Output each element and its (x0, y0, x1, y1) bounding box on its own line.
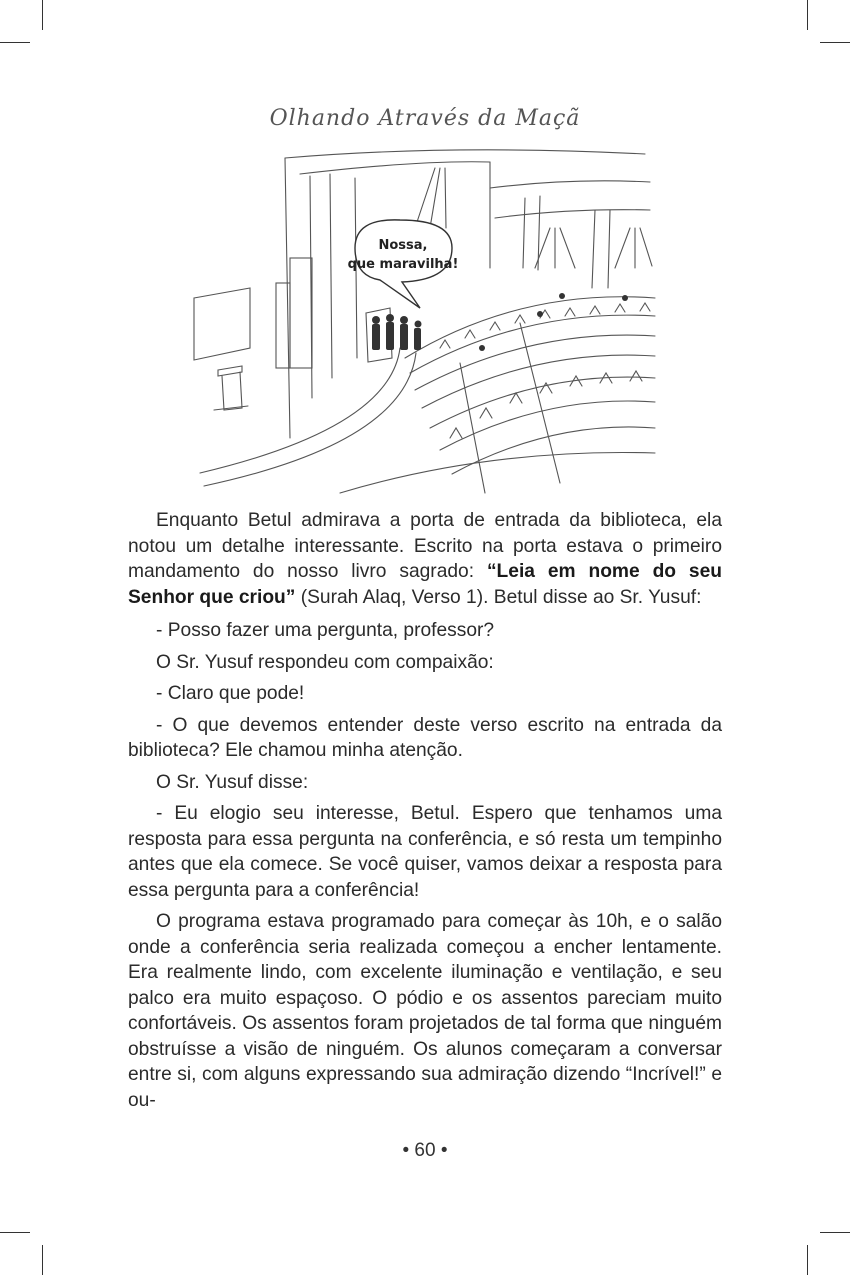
paragraph-1-quote: “Leia em nome do seu Senhor que criou” (128, 561, 722, 608)
crop-mark-top-right (807, 0, 808, 30)
speech-bubble-line-1: Nossa, (378, 238, 428, 253)
paragraph-1 (128, 508, 722, 610)
paragraph-1-text-b: (Surah Alaq, Verso 1). Betul disse ao Sr. Yusuf: (295, 586, 702, 608)
crop-mark-top-right-h (820, 42, 850, 43)
paragraph-4: - Claro que pode! (156, 683, 305, 704)
speech-bubble-line-2: que maravilha! (347, 257, 459, 272)
paragraph-3: O Sr. Yusuf respondeu com compaixão: (156, 651, 494, 673)
auditorium-illustration (190, 148, 660, 498)
crop-mark-bottom-right (807, 1245, 808, 1275)
body-text (128, 508, 722, 1119)
paragraph-1-text-a: Enquanto Betul admirava a porta de entrada da biblioteca, ela notou um detalhe interessante. Escrito na porta estava o primeiro mandamento do nosso livro sagrado: (128, 510, 722, 582)
crop-mark-top-left (42, 0, 43, 30)
running-head: Olhando Através da Maçã (269, 106, 581, 131)
crop-mark-top-left-h (0, 42, 30, 43)
crop-mark-bottom-left (42, 1245, 43, 1275)
page-number: • 60 • (402, 1140, 448, 1161)
paragraph-7: - Eu elogio seu interesse, Betul. Espero que tenhamos uma resposta para essa pergunta na conferência, e só resta um tempinho antes que ela comece. Se você quiser, vamos deixar a resposta para essa pergunta para a conferência! (128, 803, 722, 901)
paragraph-8: O programa estava programado para começar às 10h, e o salão onde a conferência seria realizada começou a encher lentamente. Era realmente lindo, com excelente iluminação e ventilação, e seu palco era muito espaçoso. O pódio e os assentos pareciam muito confortáveis. Os assentos foram projetados de tal forma que ninguém obstruísse a visão de ninguém. Os alunos começaram a conversar entre si, com alguns expressando sua admiração dizendo “Incrível!” e ou- (128, 911, 722, 1111)
paragraph-6: O Sr. Yusuf disse: (156, 771, 309, 793)
crop-mark-bottom-right-h (820, 1232, 850, 1233)
crop-mark-bottom-left-h (0, 1232, 30, 1233)
paragraph-2: - Posso fazer uma pergunta, professor? (156, 620, 495, 641)
paragraph-5: - O que devemos entender deste verso escrito na entrada da biblioteca? Ele chamou minha atenção. (128, 714, 722, 761)
